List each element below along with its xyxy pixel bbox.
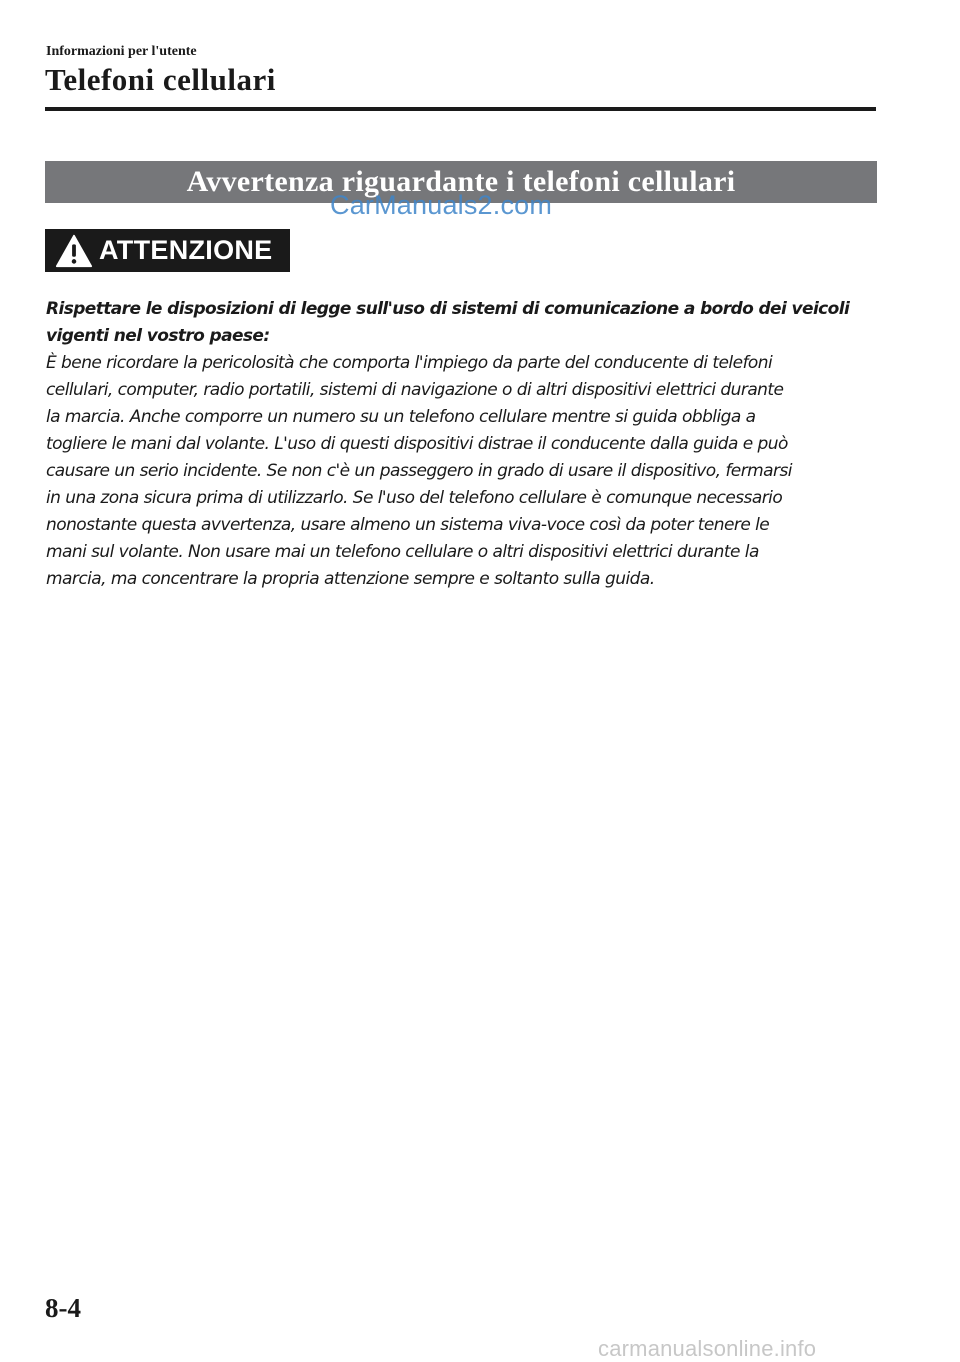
body-line: marcia, ma concentrare la propria attenzione sempre e soltanto sulla guida. xyxy=(46,569,655,589)
body-line: togliere le mani dal volante. L'uso di questi dispositivi distrae il conducente dalla guida e può xyxy=(46,434,788,454)
warning-triangle-icon xyxy=(55,233,93,269)
header-divider xyxy=(45,107,876,111)
body-line: nonostante questa avvertenza, usare almeno un sistema viva-voce così da poter tenere le xyxy=(46,515,770,535)
body-line: È bene ricordare la pericolosità che comporta l'impiego da parte del conducente di telefoni xyxy=(46,353,773,373)
lead-line: Rispettare le disposizioni di legge sull'uso di sistemi di comunicazione a bordo dei veicoli xyxy=(46,299,850,319)
warning-lead-text xyxy=(46,296,876,350)
page-number: 8-4 xyxy=(45,1293,81,1323)
body-line: mani sul volante. Non usare mai un telefono cellulare o altri dispositivi elettrici durante la xyxy=(46,542,759,562)
warning-body-text xyxy=(46,350,876,593)
section-label: Informazioni per l'utente xyxy=(46,44,197,59)
watermark-top: CarManuals2.com xyxy=(330,190,553,220)
warning-label: ATTENZIONE xyxy=(99,235,273,265)
section-heading: Avvertenza riguardante i telefoni cellulari xyxy=(186,165,736,198)
page-title: Telefoni cellulari xyxy=(45,62,276,97)
body-line: in una zona sicura prima di utilizzarlo. Se l'uso del telefono cellulare è comunque necessario xyxy=(46,488,783,508)
body-line: la marcia. Anche comporre un numero su un telefono cellulare mentre si guida obbliga a xyxy=(46,407,756,427)
body-line: cellulari, computer, radio portatili, sistemi di navigazione o di altri dispositivi elettrici durante xyxy=(46,380,784,400)
watermark-bottom: carmanualsonline.info xyxy=(598,1336,817,1361)
lead-line: vigenti nel vostro paese: xyxy=(46,326,270,346)
warning-badge xyxy=(45,229,290,272)
body-line: causare un serio incidente. Se non c'è un passeggero in grado di usare il dispositivo, fermarsi xyxy=(46,461,792,481)
